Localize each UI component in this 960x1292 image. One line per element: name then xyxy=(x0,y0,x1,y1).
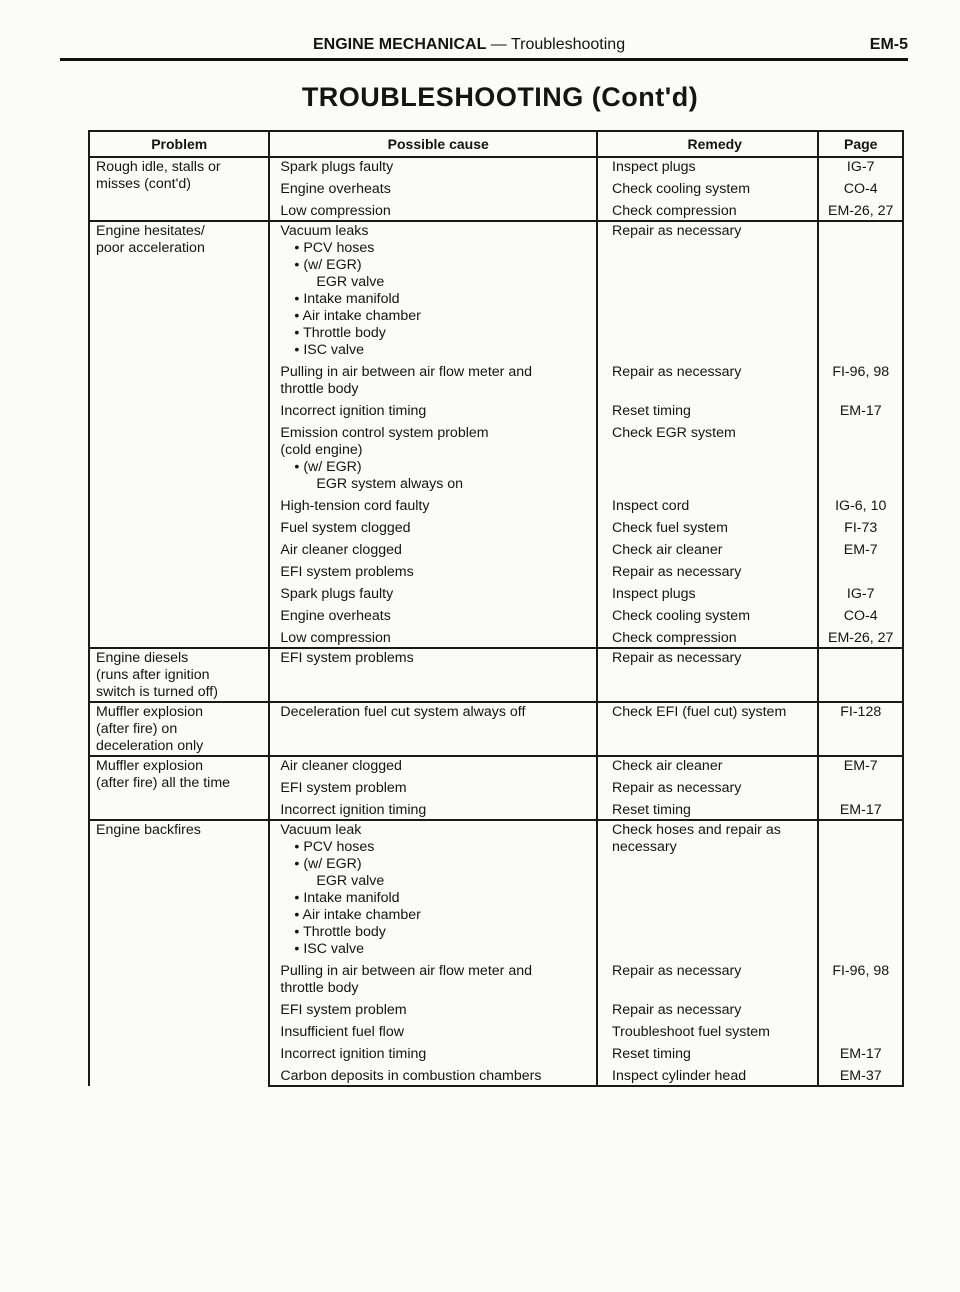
cause-cell xyxy=(269,198,597,221)
cause-cell-line: EFI system problem xyxy=(280,780,407,796)
page-ref-cell xyxy=(818,221,903,359)
page-ref-cell xyxy=(818,176,903,198)
cause-cell-line: Insufficient fuel flow xyxy=(280,1024,404,1040)
cause-cell xyxy=(269,1063,597,1086)
page-ref-cell-line: FI-128 xyxy=(840,704,882,720)
cause-cell-line: EGR valve xyxy=(316,274,385,290)
column-header-page: Page xyxy=(818,131,903,157)
cause-cell xyxy=(269,820,597,958)
header-rule xyxy=(60,58,908,61)
cause-cell-line: • Air intake chamber xyxy=(294,308,421,324)
cause-cell-line: • ISC valve xyxy=(294,941,365,957)
cause-cell-line: EFI system problems xyxy=(280,650,414,666)
remedy-cell xyxy=(597,625,818,648)
remedy-cell-line: Repair as necessary xyxy=(612,1002,742,1018)
page-ref-cell xyxy=(818,797,903,820)
cause-cell-line: Engine overheats xyxy=(280,181,391,197)
remedy-cell-line: Repair as necessary xyxy=(612,564,742,580)
remedy-cell xyxy=(597,398,818,420)
table-row xyxy=(89,221,903,359)
cause-cell xyxy=(269,157,597,176)
cause-cell-line: Pulling in air between air flow meter and xyxy=(280,364,532,380)
section-subtitle: — Troubleshooting xyxy=(486,36,626,53)
remedy-cell-line: Reset timing xyxy=(612,802,691,818)
problem-cell-line: Muffler explosion xyxy=(96,704,203,720)
cause-cell-line: Incorrect ignition timing xyxy=(280,802,427,818)
page-ref-cell xyxy=(818,997,903,1019)
page-ref-cell-line: EM-17 xyxy=(839,403,882,419)
remedy-cell xyxy=(597,958,818,997)
page-ref-cell xyxy=(818,157,903,176)
cause-cell-line: Vacuum leaks xyxy=(280,223,369,239)
remedy-cell-line: Reset timing xyxy=(612,1046,691,1062)
cause-cell-line: EGR system always on xyxy=(316,476,464,492)
cause-cell-line: Incorrect ignition timing xyxy=(280,403,427,419)
cause-cell-line: • PCV hoses xyxy=(294,839,375,855)
remedy-cell-line: Inspect plugs xyxy=(612,159,696,175)
cause-cell-line: EFI system problem xyxy=(280,1002,407,1018)
remedy-cell-line: Troubleshoot fuel system xyxy=(612,1024,771,1040)
cause-cell xyxy=(269,398,597,420)
problem-cell-line: Muffler explosion xyxy=(96,758,203,774)
table-row xyxy=(89,820,903,958)
cause-cell xyxy=(269,702,597,756)
page-ref-cell-line: IG-6, 10 xyxy=(835,498,887,514)
column-header-problem: Problem xyxy=(89,131,269,157)
page-ref-cell-line: EM-37 xyxy=(839,1068,882,1084)
remedy-cell xyxy=(597,1063,818,1086)
section-name: ENGINE MECHANICAL xyxy=(313,36,487,53)
page-ref-cell-line: IG-7 xyxy=(846,586,875,602)
cause-cell-line: Vacuum leak xyxy=(280,822,362,838)
remedy-cell xyxy=(597,820,818,958)
problem-cell-line: Engine backfires xyxy=(96,822,201,838)
page-ref-cell xyxy=(818,581,903,603)
remedy-cell-line: Repair as necessary xyxy=(612,780,742,796)
problem-cell-line: Engine hesitates/ xyxy=(96,223,205,239)
remedy-cell xyxy=(597,493,818,515)
cause-cell-line: throttle body xyxy=(280,980,359,996)
remedy-cell xyxy=(597,797,818,820)
remedy-cell xyxy=(597,1019,818,1041)
remedy-cell xyxy=(597,603,818,625)
page-ref-cell-line: FI-73 xyxy=(844,520,878,536)
cause-cell-line: Air cleaner clogged xyxy=(280,758,402,774)
table-row xyxy=(89,702,903,756)
remedy-cell xyxy=(597,176,818,198)
cause-cell-line: • Air intake chamber xyxy=(294,907,421,923)
cause-cell xyxy=(269,648,597,702)
problem-cell xyxy=(89,702,269,756)
problem-cell xyxy=(89,756,269,820)
cause-cell xyxy=(269,1019,597,1041)
cause-cell xyxy=(269,958,597,997)
remedy-cell xyxy=(597,581,818,603)
table-row xyxy=(89,756,903,775)
cause-cell-line: (cold engine) xyxy=(280,442,363,458)
cause-cell-line: • Intake manifold xyxy=(294,291,400,307)
problem-cell-line: Engine diesels xyxy=(96,650,189,666)
cause-cell xyxy=(269,420,597,493)
remedy-cell-line: Check EFI (fuel cut) system xyxy=(612,704,787,720)
page-ref-cell-line: FI-96, 98 xyxy=(832,364,890,380)
remedy-cell xyxy=(597,648,818,702)
cause-cell-line: • Intake manifold xyxy=(294,890,400,906)
cause-cell-line: Pulling in air between air flow meter and xyxy=(280,963,532,979)
cause-cell-line: • (w/ EGR) xyxy=(294,257,362,273)
page-ref-cell xyxy=(818,198,903,221)
remedy-cell xyxy=(597,537,818,559)
problem-cell-line: (after fire) all the time xyxy=(96,775,231,791)
page-title: TROUBLESHOOTING (Cont'd) xyxy=(301,82,699,112)
page-ref-cell-line: EM-7 xyxy=(843,758,878,774)
remedy-cell-line: Check compression xyxy=(612,630,737,646)
cause-cell xyxy=(269,603,597,625)
remedy-cell-line: Inspect plugs xyxy=(612,586,696,602)
cause-cell-line: throttle body xyxy=(280,381,359,397)
table-header-row xyxy=(89,131,903,157)
cause-cell xyxy=(269,625,597,648)
cause-cell xyxy=(269,997,597,1019)
page-number: EM-5 xyxy=(869,36,908,53)
remedy-cell xyxy=(597,559,818,581)
remedy-cell xyxy=(597,997,818,1019)
cause-cell xyxy=(269,775,597,797)
remedy-cell xyxy=(597,775,818,797)
problem-cell xyxy=(89,157,269,221)
cause-cell xyxy=(269,221,597,359)
troubleshooting-table xyxy=(88,130,904,1087)
page-ref-cell-line: IG-7 xyxy=(846,159,875,175)
page-ref-cell-line: EM-26, 27 xyxy=(828,203,894,219)
problem-cell xyxy=(89,221,269,648)
cause-cell xyxy=(269,797,597,820)
remedy-cell-line: Inspect cylinder head xyxy=(612,1068,747,1084)
remedy-cell-line: Repair as necessary xyxy=(612,364,742,380)
column-header-remedy: Remedy xyxy=(597,131,818,157)
page-header xyxy=(60,30,908,58)
problem-cell-line: Rough idle, stalls or xyxy=(96,159,221,175)
cause-cell-line: • (w/ EGR) xyxy=(294,856,362,872)
remedy-cell-line: Repair as necessary xyxy=(612,223,742,239)
remedy-cell-line: Repair as necessary xyxy=(612,650,742,666)
page-ref-cell xyxy=(818,702,903,756)
problem-cell xyxy=(89,648,269,702)
page-ref-cell xyxy=(818,493,903,515)
cause-cell-line: • PCV hoses xyxy=(294,240,375,256)
cause-cell-line: Low compression xyxy=(280,630,391,646)
cause-cell-line: Carbon deposits in combustion chambers xyxy=(280,1068,542,1084)
page-ref-cell-line: EM-17 xyxy=(839,1046,882,1062)
cause-cell xyxy=(269,493,597,515)
cause-cell-line: Spark plugs faulty xyxy=(280,159,394,175)
cause-cell-line: • (w/ EGR) xyxy=(294,459,362,475)
page-ref-cell xyxy=(818,775,903,797)
page-ref-cell xyxy=(818,398,903,420)
page-ref-cell xyxy=(818,359,903,398)
cause-cell-line: • ISC valve xyxy=(294,342,365,358)
page-ref-cell xyxy=(818,515,903,537)
cause-cell xyxy=(269,1041,597,1063)
remedy-cell xyxy=(597,1041,818,1063)
problem-cell-line: switch is turned off) xyxy=(96,684,218,700)
page-ref-cell xyxy=(818,420,903,493)
column-header-cause: Possible cause xyxy=(269,131,597,157)
remedy-cell xyxy=(597,702,818,756)
page-ref-cell-line: CO-4 xyxy=(843,608,878,624)
problem-cell xyxy=(89,820,269,1086)
remedy-cell xyxy=(597,221,818,359)
cause-cell-line: • Throttle body xyxy=(294,325,386,341)
cause-cell-line: Incorrect ignition timing xyxy=(280,1046,427,1062)
cause-cell xyxy=(269,581,597,603)
table-body xyxy=(89,157,903,1086)
cause-cell-line: Air cleaner clogged xyxy=(280,542,402,558)
problem-cell-line: misses (cont'd) xyxy=(96,176,191,192)
cause-cell-line: Fuel system clogged xyxy=(280,520,411,536)
remedy-cell-line: Check fuel system xyxy=(612,520,728,536)
remedy-cell-line: Repair as necessary xyxy=(612,963,742,979)
cause-cell-line: Deceleration fuel cut system always off xyxy=(280,704,526,720)
problem-cell-line: poor acceleration xyxy=(96,240,205,256)
page-ref-cell xyxy=(818,958,903,997)
cause-cell-line: Emission control system problem xyxy=(280,425,489,441)
page-ref-cell-line: CO-4 xyxy=(843,181,878,197)
remedy-cell xyxy=(597,515,818,537)
problem-cell-line: (after fire) on xyxy=(96,721,178,737)
section-title xyxy=(313,36,625,54)
page-ref-cell-line: FI-96, 98 xyxy=(832,963,890,979)
cause-cell-line: EFI system problems xyxy=(280,564,414,580)
table-row xyxy=(89,648,903,702)
page-ref-cell xyxy=(818,603,903,625)
page-ref-cell xyxy=(818,1041,903,1063)
cause-cell xyxy=(269,359,597,398)
page-ref-cell xyxy=(818,559,903,581)
cause-cell-line: EGR valve xyxy=(316,873,385,889)
cause-cell xyxy=(269,176,597,198)
cause-cell xyxy=(269,537,597,559)
cause-cell-line: High-tension cord faulty xyxy=(280,498,430,514)
page-ref-cell xyxy=(818,1063,903,1086)
remedy-cell-line: necessary xyxy=(612,839,677,855)
remedy-cell-line: Reset timing xyxy=(612,403,691,419)
page-ref-cell xyxy=(818,648,903,702)
cause-cell xyxy=(269,515,597,537)
remedy-cell xyxy=(597,157,818,176)
remedy-cell-line: Check air cleaner xyxy=(612,542,723,558)
remedy-cell-line: Check hoses and repair as xyxy=(612,822,781,838)
page-ref-cell xyxy=(818,756,903,775)
page-ref-cell xyxy=(818,537,903,559)
remedy-cell xyxy=(597,359,818,398)
page-ref-cell xyxy=(818,1019,903,1041)
cause-cell xyxy=(269,559,597,581)
page-ref-cell xyxy=(818,625,903,648)
remedy-cell-line: Check cooling system xyxy=(612,608,751,624)
remedy-cell-line: Check cooling system xyxy=(612,181,751,197)
cause-cell-line: Engine overheats xyxy=(280,608,391,624)
cause-cell-line: Low compression xyxy=(280,203,391,219)
page-ref-cell xyxy=(818,820,903,958)
remedy-cell-line: Check compression xyxy=(612,203,737,219)
remedy-cell xyxy=(597,756,818,775)
problem-cell-line: deceleration only xyxy=(96,738,204,754)
page-ref-cell-line: EM-7 xyxy=(843,542,878,558)
remedy-cell xyxy=(597,198,818,221)
cause-cell-line: Spark plugs faulty xyxy=(280,586,394,602)
remedy-cell-line: Check air cleaner xyxy=(612,758,723,774)
cause-cell-line: • Throttle body xyxy=(294,924,386,940)
page-ref-cell-line: EM-17 xyxy=(839,802,882,818)
remedy-cell-line: Inspect cord xyxy=(612,498,690,514)
cause-cell xyxy=(269,756,597,775)
page-ref-cell-line: EM-26, 27 xyxy=(828,630,894,646)
table-row xyxy=(89,157,903,176)
remedy-cell-line: Check EGR system xyxy=(612,425,736,441)
remedy-cell xyxy=(597,420,818,493)
problem-cell-line: (runs after ignition xyxy=(96,667,210,683)
